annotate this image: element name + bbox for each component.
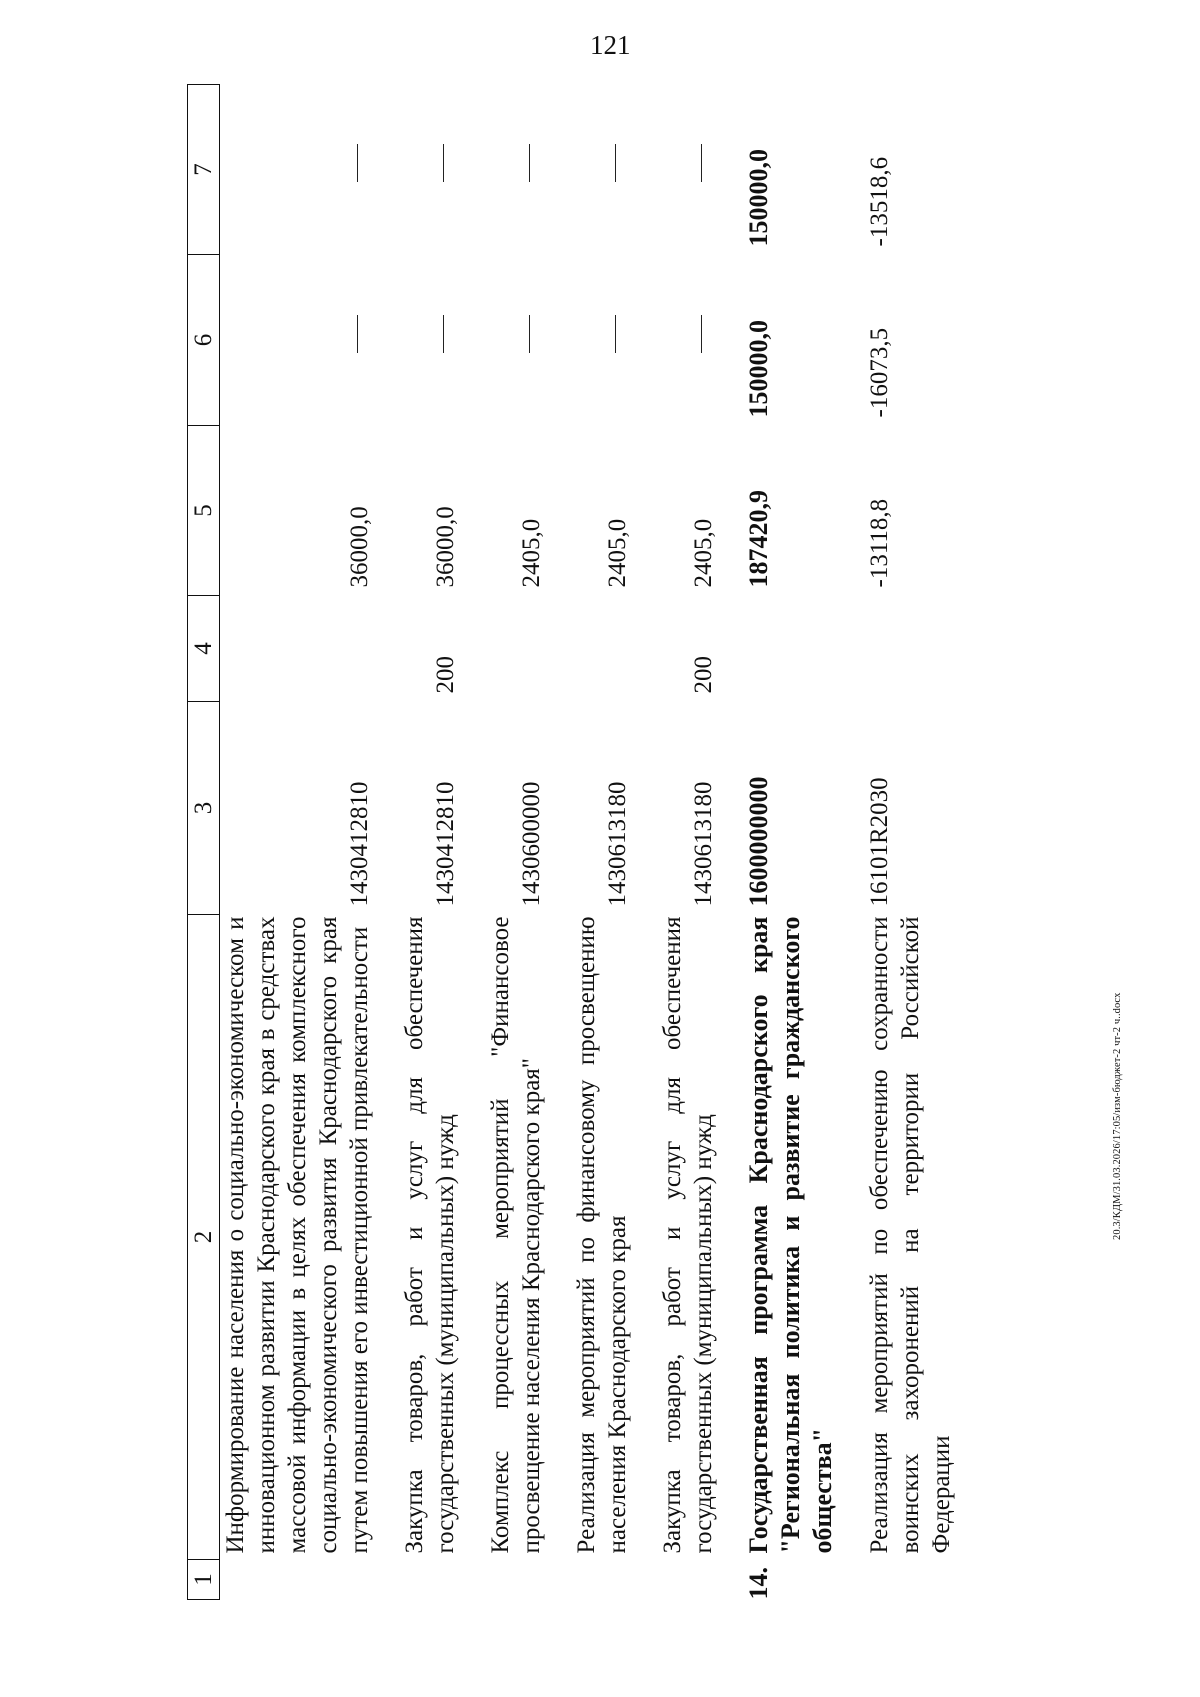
table-row bbox=[571, 85, 633, 1600]
row-value-6: -16073,5 bbox=[865, 327, 893, 418]
dash-mark bbox=[529, 145, 531, 183]
table-row bbox=[657, 85, 719, 1600]
row-code: 1430613180 bbox=[690, 781, 717, 907]
rotated-table-container bbox=[187, 85, 1042, 1600]
dash-mark bbox=[443, 316, 445, 354]
header-col-1: 1 bbox=[188, 1560, 220, 1600]
row-gap bbox=[719, 85, 743, 1600]
row-value-6 bbox=[571, 255, 633, 426]
row-type bbox=[220, 596, 376, 702]
row-value-7 bbox=[657, 85, 719, 255]
row-name: Комплекс процессных мероприятий "Финансовое просвещение населения Краснодарского края" bbox=[487, 916, 545, 1554]
row-type: 200 bbox=[432, 656, 459, 694]
row-type bbox=[485, 596, 547, 702]
dash-mark bbox=[357, 316, 359, 354]
row-number bbox=[220, 1560, 376, 1600]
row-value-6 bbox=[399, 255, 461, 426]
table-header-row bbox=[188, 85, 220, 1600]
header-col-2: 2 bbox=[188, 915, 220, 1560]
row-number bbox=[864, 1560, 957, 1600]
header-col-6: 6 bbox=[188, 255, 220, 426]
row-value-6 bbox=[657, 255, 719, 426]
row-number bbox=[485, 1560, 547, 1600]
row-value-5: 36000,0 bbox=[346, 506, 373, 588]
row-type: 200 bbox=[690, 656, 717, 694]
row-code: 1430600000 bbox=[518, 781, 545, 907]
row-value-5: -13118,8 bbox=[865, 498, 893, 588]
row-code: 1430412810 bbox=[346, 781, 373, 907]
footer-code: 20.3/КДМ/31.03.2026/17:05/изм-бюджет-2 чт-2 ч..docx bbox=[1112, 992, 1123, 1240]
row-value-5: 187420,9 bbox=[744, 490, 773, 588]
row-type bbox=[571, 596, 633, 702]
row-value-5: 36000,0 bbox=[432, 506, 459, 588]
header-col-5: 5 bbox=[188, 426, 220, 596]
header-col-3: 3 bbox=[188, 702, 220, 915]
page-number: 121 bbox=[590, 30, 631, 60]
row-value-5: 2405,0 bbox=[690, 518, 717, 588]
row-name: Информирование населения о социально-экономическом и инновационном развитии Краснодарского края в средствах массовой информации в целях обеспечения комплексного социально-экономического развития Краснодарского края путем повышения его инвестиционной привлекательности bbox=[222, 916, 373, 1554]
table-row bbox=[485, 85, 547, 1600]
row-value-7: 150000,0 bbox=[744, 149, 773, 247]
row-gap bbox=[633, 85, 657, 1600]
row-number bbox=[399, 1560, 461, 1600]
table-row-program bbox=[743, 85, 840, 1600]
row-value-7 bbox=[571, 85, 633, 255]
row-name: Закупка товаров, работ и услуг для обеспечения государственных (муниципальных) нужд bbox=[659, 916, 717, 1554]
row-name: Закупка товаров, работ и услуг для обеспечения государственных (муниципальных) нужд bbox=[401, 916, 459, 1554]
row-value-5: 2405,0 bbox=[604, 518, 631, 588]
dash-mark bbox=[615, 316, 617, 354]
dash-mark bbox=[443, 145, 445, 183]
row-code: 1430412810 bbox=[432, 781, 459, 907]
dash-mark bbox=[529, 316, 531, 354]
row-gap bbox=[461, 85, 485, 1600]
row-value-5: 2405,0 bbox=[518, 518, 545, 588]
row-name: Реализация мероприятий по финансовому просвещению населения Краснодарского края bbox=[573, 916, 631, 1554]
row-name: Реализация мероприятий по обеспечению сохранности воинских захоронений на территории Российской Федерации bbox=[865, 916, 955, 1554]
row-number bbox=[657, 1560, 719, 1600]
table-row bbox=[220, 85, 376, 1600]
row-type bbox=[743, 596, 840, 702]
row-gap bbox=[547, 85, 571, 1600]
row-value-7 bbox=[485, 85, 547, 255]
row-value-6: 150000,0 bbox=[744, 320, 773, 418]
row-name: Государственная программа Краснодарского края "Региональная политика и развитие гражданского общества" bbox=[744, 916, 838, 1554]
row-value-6 bbox=[220, 255, 376, 426]
header-col-7: 7 bbox=[188, 85, 220, 255]
row-value-6 bbox=[485, 255, 547, 426]
row-number bbox=[571, 1560, 633, 1600]
budget-table bbox=[187, 84, 957, 1600]
table-row bbox=[399, 85, 461, 1600]
row-code: 1430613180 bbox=[604, 781, 631, 907]
header-col-4: 4 bbox=[188, 596, 220, 702]
row-code: 1600000000 bbox=[744, 776, 773, 907]
row-value-7: -13518,6 bbox=[865, 156, 893, 247]
row-gap bbox=[840, 85, 864, 1600]
row-gap bbox=[375, 85, 399, 1600]
dash-mark bbox=[701, 145, 703, 183]
row-number: 14. bbox=[744, 1567, 773, 1600]
row-value-7 bbox=[399, 85, 461, 255]
dash-mark bbox=[357, 145, 359, 183]
dash-mark bbox=[615, 145, 617, 183]
row-type bbox=[864, 596, 957, 702]
table-row bbox=[864, 85, 957, 1600]
dash-mark bbox=[701, 316, 703, 354]
row-value-7 bbox=[220, 85, 376, 255]
row-code: 16101R2030 bbox=[865, 777, 893, 907]
